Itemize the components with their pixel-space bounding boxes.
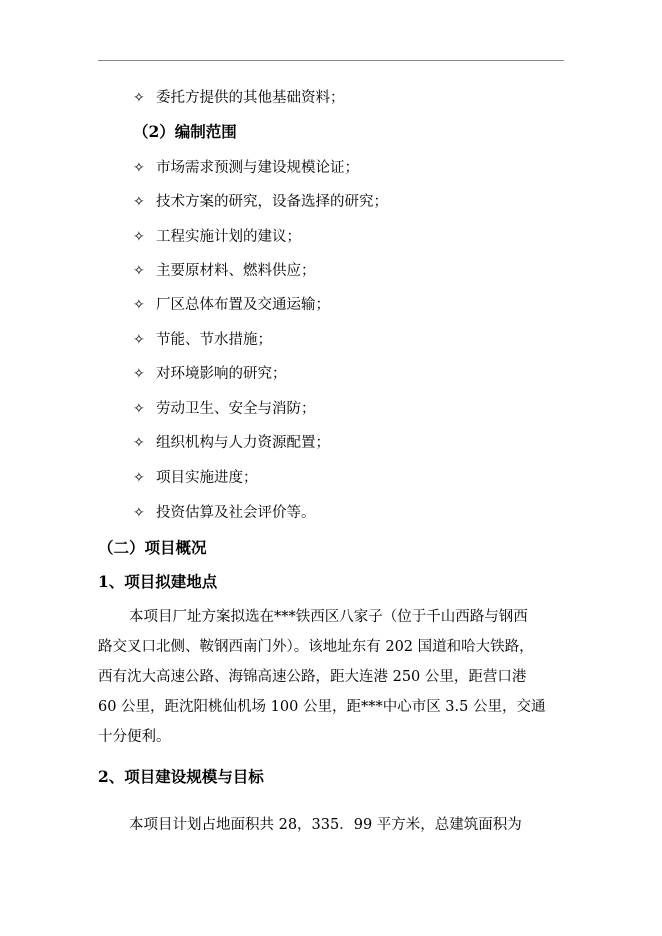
list-item: 组织机构与人力资源配置； — [156, 435, 330, 451]
list-item: 劳动卫生、安全与消防； — [156, 401, 316, 417]
bullet-icon: ✧ — [133, 229, 145, 245]
list-item: 项目实施进度； — [156, 470, 258, 486]
paragraph-line: 60 公里，距沈阳桃仙机场 100 公里，距***中心市区 3.5 公里，交通 — [98, 699, 546, 715]
header-rule — [98, 60, 564, 61]
paragraph-line: 西有沈大高速公路、海锦高速公路，距大连港 250 公里，距营口港 — [98, 669, 527, 685]
paragraph-line: 路交叉口北侧、鞍钢西南门外）。该地址东有 202 国道和哈大铁路， — [98, 639, 534, 655]
bullet-icon: ✧ — [133, 332, 145, 348]
paragraph-line: 本项目计划占地面积共 28，335．99 平方米，总建筑面积为 — [129, 817, 522, 833]
list-item: 委托方提供的其他基础资料； — [156, 90, 345, 106]
bullet-icon: ✧ — [133, 435, 145, 451]
bullet-icon: ✧ — [133, 470, 145, 486]
section-heading-overview: （二）项目概况 — [98, 538, 207, 557]
list-item: 技术方案的研究，设备选择的研究； — [156, 194, 388, 210]
bullet-icon: ✧ — [133, 160, 145, 176]
bullet-icon: ✧ — [133, 263, 145, 279]
bullet-icon: ✧ — [133, 401, 145, 417]
list-item: 对环境影响的研究； — [156, 366, 287, 382]
paragraph-line: 本项目厂址方案拟选在***铁西区八家子（位于千山西路与钢西 — [129, 609, 528, 625]
bullet-icon: ✧ — [133, 505, 145, 521]
paragraph-line: 十分便利。 — [98, 729, 171, 745]
bullet-icon: ✧ — [133, 297, 145, 313]
list-item: 节能、节水措施； — [156, 332, 272, 348]
list-item: 工程实施计划的建议； — [156, 229, 301, 245]
bullet-icon: ✧ — [133, 194, 145, 210]
section-heading-scope: （2）编制范围 — [133, 122, 237, 141]
list-item: 厂区总体布置及交通运输； — [156, 297, 330, 313]
list-item: 主要原材料、燃料供应； — [156, 263, 316, 279]
subsection-heading-scale: 2、项目建设规模与目标 — [98, 767, 264, 786]
list-item: 投资估算及社会评价等。 — [156, 505, 316, 521]
subsection-heading-location: 1、项目拟建地点 — [98, 572, 218, 591]
bullet-icon: ✧ — [133, 366, 145, 382]
bullet-icon: ✧ — [133, 90, 145, 106]
list-item: 市场需求预测与建设规模论证； — [156, 160, 359, 176]
